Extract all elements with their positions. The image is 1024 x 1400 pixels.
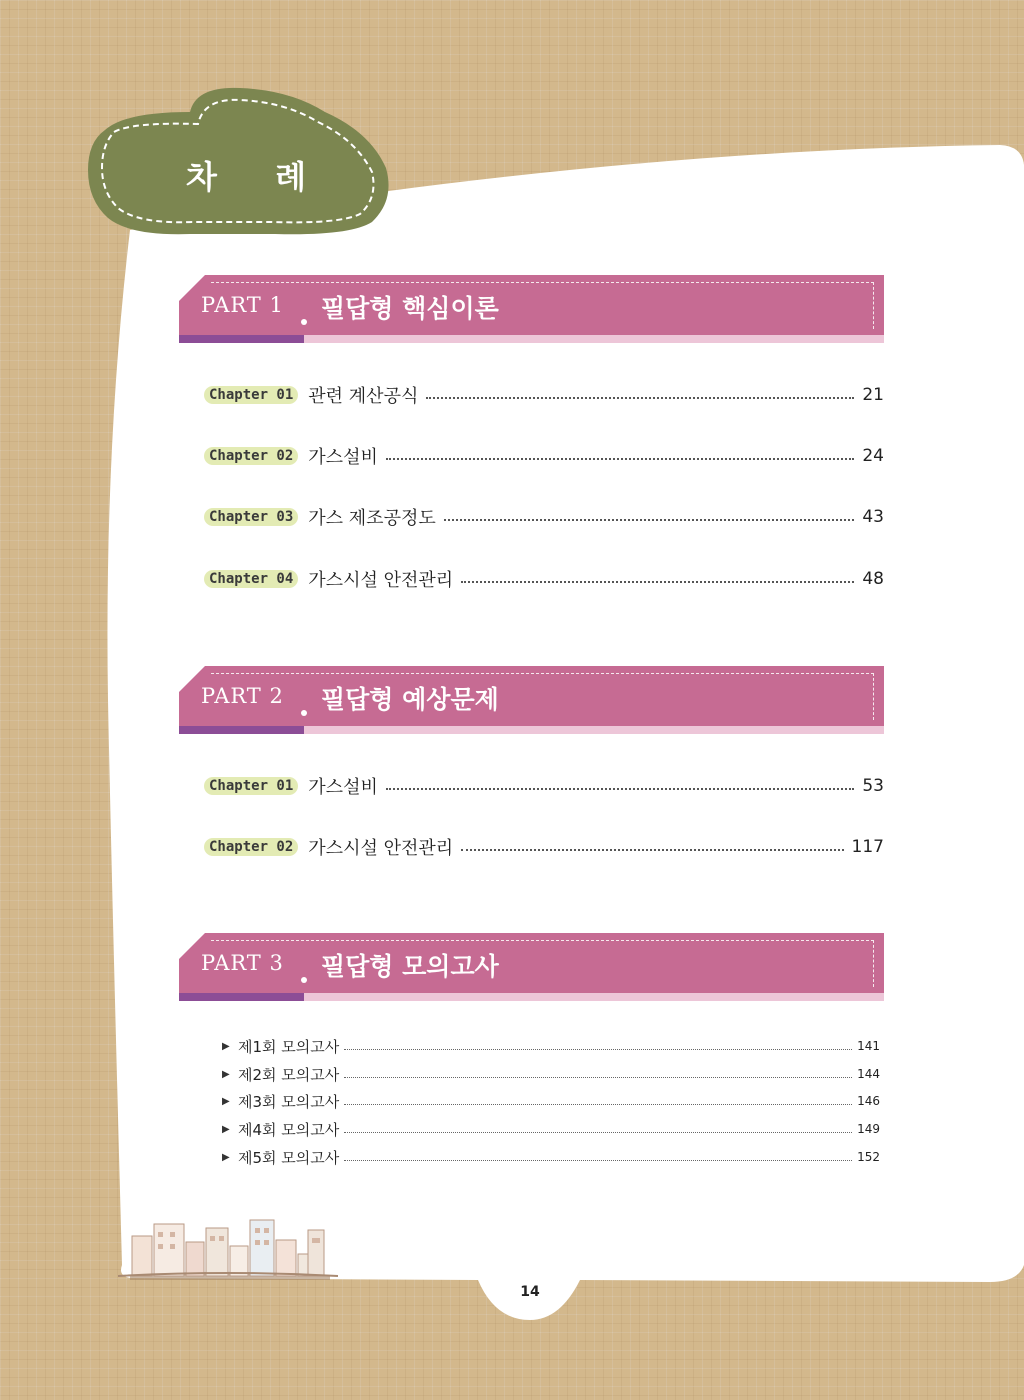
- chapter-page-number: 53: [862, 776, 884, 796]
- chapter-row[interactable]: [204, 504, 884, 530]
- chapter-row[interactable]: [204, 773, 884, 799]
- dot-leader: [344, 1049, 852, 1050]
- chapter-title: 관련 계산공식: [308, 386, 419, 407]
- exam-row[interactable]: [222, 1063, 880, 1085]
- triangle-bullet-icon: ▶: [222, 1068, 230, 1080]
- chapter-badge: Chapter 04: [204, 570, 298, 588]
- chapter-page-number: 117: [851, 837, 884, 857]
- chapter-row[interactable]: [204, 382, 884, 408]
- dot-leader: [344, 1160, 852, 1161]
- dot-leader: [344, 1104, 852, 1105]
- chapter-badge: Chapter 01: [204, 386, 298, 404]
- chapter-row[interactable]: [204, 566, 884, 592]
- exam-page-number: 152: [857, 1150, 880, 1164]
- triangle-bullet-icon: ▶: [222, 1095, 230, 1107]
- chapter-badge: Chapter 02: [204, 447, 298, 465]
- part-label: PART 1: [201, 293, 284, 317]
- exam-row[interactable]: [222, 1035, 880, 1057]
- dot-leader: [444, 519, 855, 521]
- exam-page-number: 144: [857, 1067, 880, 1081]
- city-buildings-icon: [118, 1214, 338, 1280]
- dot-leader: [344, 1132, 852, 1133]
- dot-leader: [426, 397, 854, 399]
- triangle-bullet-icon: ▶: [222, 1123, 230, 1135]
- part-name: 필답형 모의고사: [321, 952, 499, 981]
- dot-leader: [461, 849, 843, 851]
- chapter-badge: Chapter 02: [204, 838, 298, 856]
- part-name: 필답형 핵심이론: [321, 294, 499, 323]
- exam-row[interactable]: [222, 1146, 880, 1168]
- part-label: PART 2: [201, 684, 284, 708]
- dot-leader: [461, 581, 854, 583]
- part-banner: [179, 666, 884, 736]
- toc-title: [186, 152, 306, 198]
- exam-title: 제3회 모의고사: [238, 1092, 340, 1111]
- page-number: 14: [520, 1284, 540, 1300]
- triangle-bullet-icon: ▶: [222, 1151, 230, 1163]
- chapter-page-number: 43: [862, 507, 884, 527]
- exam-title: 제4회 모의고사: [238, 1120, 340, 1139]
- toc-title-char-2: 례: [275, 158, 306, 196]
- chapter-title: 가스설비: [308, 777, 378, 798]
- dot-leader: [344, 1077, 852, 1078]
- chapter-page-number: 21: [862, 385, 884, 405]
- part-banner: [179, 933, 884, 1003]
- exam-row[interactable]: [222, 1118, 880, 1140]
- chapter-row[interactable]: [204, 443, 884, 469]
- exam-page-number: 146: [857, 1094, 880, 1108]
- toc-title-char-1: 차: [186, 158, 217, 196]
- dot-leader: [386, 458, 855, 460]
- exam-row[interactable]: [222, 1090, 880, 1112]
- chapter-row[interactable]: [204, 834, 884, 860]
- chapter-title: 가스시설 안전관리: [308, 570, 454, 591]
- exam-title: 제5회 모의고사: [238, 1148, 340, 1167]
- exam-page-number: 149: [857, 1122, 880, 1136]
- chapter-badge: Chapter 01: [204, 777, 298, 795]
- part-name: 필답형 예상문제: [321, 685, 499, 714]
- chapter-badge: Chapter 03: [204, 508, 298, 526]
- chapter-page-number: 24: [862, 446, 884, 466]
- dot-leader: [386, 788, 855, 790]
- exam-page-number: 141: [857, 1039, 880, 1053]
- exam-title: 제2회 모의고사: [238, 1065, 340, 1084]
- chapter-title: 가스설비: [308, 447, 378, 468]
- part-banner: [179, 275, 884, 345]
- part-label: PART 3: [201, 951, 284, 975]
- chapter-title: 가스 제조공정도: [308, 508, 436, 529]
- chapter-page-number: 48: [862, 569, 884, 589]
- triangle-bullet-icon: ▶: [222, 1040, 230, 1052]
- exam-title: 제1회 모의고사: [238, 1037, 340, 1056]
- chapter-title: 가스시설 안전관리: [308, 838, 454, 859]
